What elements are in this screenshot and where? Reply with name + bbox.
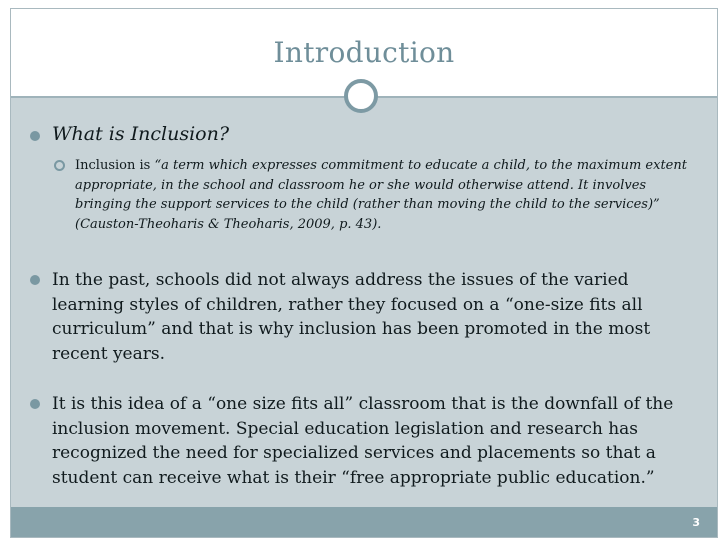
- bullet-heading: What is Inclusion?: [52, 123, 230, 145]
- footer-bar: [11, 507, 717, 537]
- sub-bullet-icon: [54, 160, 65, 171]
- paragraph-one-size: It is this idea of a “one size fits all” classroom that is the downfall of the inclusion movement. Special education legislation and research has recognized the need for specialized services and placements so that a student can receive what is their “free appropriate public education.”: [52, 394, 674, 488]
- bullet-icon: [30, 399, 40, 409]
- definition-intro: Inclusion is: [75, 158, 155, 173]
- paragraph-past-schools: In the past, schools did not always address the issues of the varied learning styles of children, rather they focused on a “one-size fits all curriculum” and that is why inclusion has been promoted in the most recent years.: [52, 270, 651, 364]
- bullet-icon: [30, 131, 40, 141]
- definition-quote: “a term which expresses commitment to educate a child, to the maximum extent appropriate, in the school and classroom he or she would otherwise attend. It involves bringing the support services to the child (rather than moving the child to the services)” (Causton-Theoharis & Theoharis, 2009, p. 43).: [75, 158, 687, 232]
- page-number: 3: [692, 516, 700, 529]
- bullet-icon: [30, 275, 40, 285]
- inclusion-definition: [75, 156, 700, 234]
- ring-ornament-icon: [344, 79, 378, 113]
- slide-title: Introduction: [273, 36, 455, 69]
